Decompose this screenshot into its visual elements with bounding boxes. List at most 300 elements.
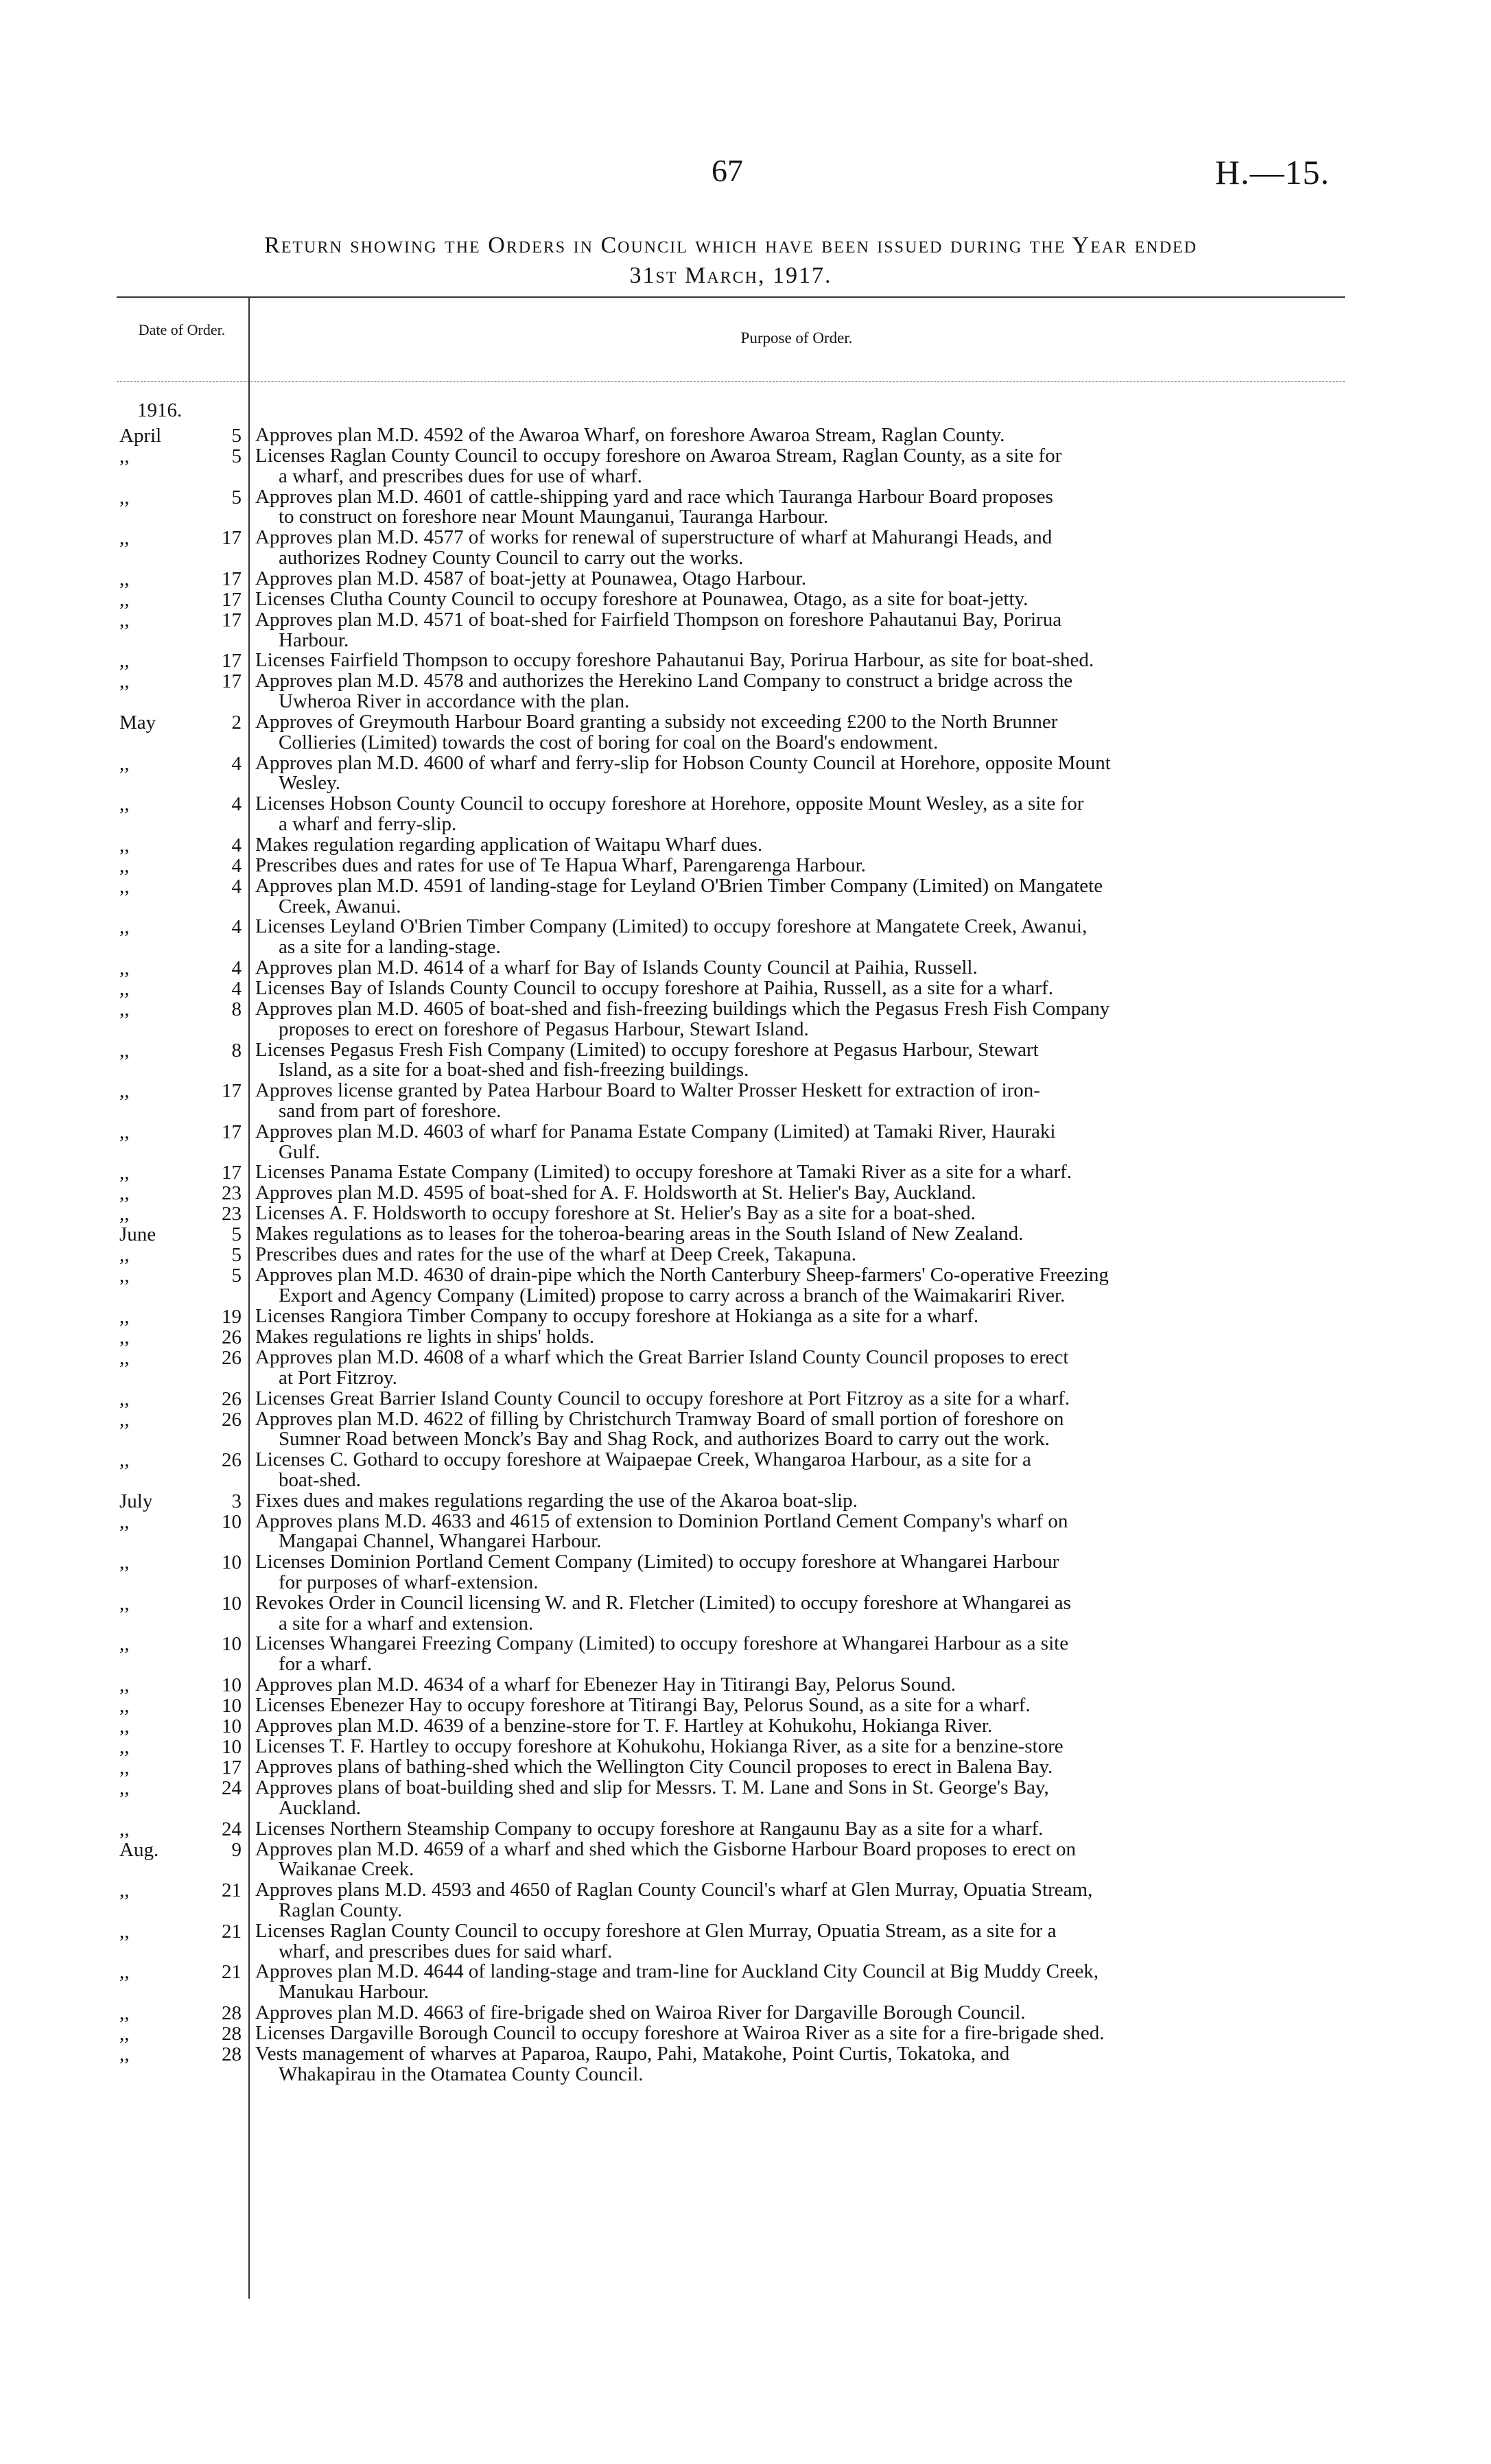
order-date bbox=[117, 1757, 248, 1778]
purpose-text: Licenses Hobson County Council to occupy foreshore at Horehore, opposite Mount Wesley, as a site for bbox=[255, 793, 1084, 815]
order-day: 10 bbox=[222, 1715, 242, 1738]
order-purpose bbox=[248, 1204, 1345, 1224]
order-day: 21 bbox=[222, 1920, 242, 1943]
table-row bbox=[117, 1183, 1345, 1204]
purpose-continuation: a wharf, and prescribes dues for use of wharf. bbox=[279, 465, 642, 487]
purpose-continuation: a wharf and ferry-slip. bbox=[279, 812, 457, 835]
order-date bbox=[117, 671, 248, 692]
order-day: 28 bbox=[222, 2023, 242, 2045]
order-date bbox=[117, 1450, 248, 1470]
table-row bbox=[117, 425, 1345, 446]
order-month: ,, bbox=[119, 1449, 130, 1472]
table-row bbox=[117, 446, 1345, 487]
purpose-continuation: Creek, Awanui. bbox=[279, 895, 401, 917]
order-date bbox=[117, 2044, 248, 2065]
table-row bbox=[117, 2044, 1345, 2085]
table-row bbox=[117, 1409, 1345, 1451]
order-month: ,, bbox=[119, 1387, 130, 1410]
purpose-text: Licenses Bay of Islands County Council to occupy foreshore at Paihia, Russell, as a site for a wharf. bbox=[255, 976, 1053, 999]
order-purpose bbox=[248, 1819, 1345, 1840]
purpose-continuation: Sumner Road between Monck's Bay and Shag Rock, and authorizes Board to carry out the work. bbox=[279, 1428, 1050, 1451]
order-purpose bbox=[248, 1778, 1345, 1819]
purpose-text: Fixes dues and makes regulations regarding the use of the Akaroa boat-slip. bbox=[255, 1489, 858, 1512]
order-date bbox=[117, 1962, 248, 1982]
table-row bbox=[117, 569, 1345, 589]
order-purpose bbox=[248, 589, 1345, 610]
table-row bbox=[117, 753, 1345, 795]
purpose-text: Approves license granted by Patea Harbour Board to Walter Prosser Heskett for extraction of iron- bbox=[255, 1079, 1040, 1102]
order-purpose bbox=[248, 1962, 1345, 2003]
order-month: ,, bbox=[119, 1592, 130, 1615]
order-date bbox=[117, 1552, 248, 1573]
order-purpose bbox=[248, 1409, 1345, 1451]
purpose-text: Approves plan M.D. 4663 of fire-brigade shed on Wairoa River for Dargaville Borough Council. bbox=[255, 2002, 1026, 2024]
order-date bbox=[117, 835, 248, 856]
order-month: ,, bbox=[119, 793, 130, 816]
order-purpose bbox=[248, 1880, 1345, 1921]
order-date bbox=[117, 425, 248, 446]
purpose-continuation: for a wharf. bbox=[279, 1653, 373, 1676]
order-month: ,, bbox=[119, 854, 130, 877]
order-purpose bbox=[248, 978, 1345, 999]
purpose-text: Approves plan M.D. 4601 of cattle-shipping yard and race which Tauranga Harbour Board proposes bbox=[255, 485, 1053, 508]
purpose-text: Approves plan M.D. 4630 of drain-pipe which the North Canterbury Sheep-farmers' Co-operative Freezing bbox=[255, 1264, 1109, 1287]
order-date bbox=[117, 1389, 248, 1409]
order-day: 4 bbox=[231, 834, 242, 856]
order-day: 5 bbox=[231, 1244, 242, 1267]
table-row bbox=[117, 1552, 1345, 1593]
table-row bbox=[117, 1491, 1345, 1512]
purpose-text: Prescribes dues and rates for use of Te Hapua Wharf, Parengarenga Harbour. bbox=[255, 854, 866, 876]
purpose-text: Licenses A. F. Holdsworth to occupy foreshore at St. Helier's Bay as a site for a boat-shed. bbox=[255, 1202, 976, 1225]
order-date bbox=[117, 569, 248, 589]
order-day: 3 bbox=[231, 1490, 242, 1512]
purpose-text: Licenses Leyland O'Brien Timber Company (Limited) to occupy foreshore at Mangatete Creek, Awanui, bbox=[255, 915, 1088, 938]
order-month: June bbox=[119, 1223, 156, 1246]
order-month: ,, bbox=[119, 527, 130, 550]
purpose-text: Approves plan M.D. 4614 of a wharf for Bay of Islands County Council at Paihia, Russell. bbox=[255, 956, 978, 978]
table-row bbox=[117, 650, 1345, 671]
purpose-continuation: sand from part of foreshore. bbox=[279, 1099, 502, 1122]
purpose-text: Approves of Greymouth Harbour Board granting a subsidy not exceeding £200 to the North Brunner bbox=[255, 710, 1058, 733]
table-row bbox=[117, 1675, 1345, 1696]
order-date bbox=[117, 712, 248, 733]
purpose-text: Licenses Raglan County Council to occupy foreshore on Awaroa Stream, Raglan County, as a site for bbox=[255, 445, 1062, 467]
table-row bbox=[117, 671, 1345, 712]
order-day: 5 bbox=[231, 445, 242, 467]
purpose-text: Approves plan M.D. 4591 of landing-stage for Leyland O'Brien Timber Company (Limited) on Mangatete bbox=[255, 874, 1103, 897]
order-day: 17 bbox=[222, 567, 242, 590]
order-purpose bbox=[248, 425, 1345, 446]
purpose-text: Approves plan M.D. 4608 of a wharf which the Great Barrier Island County Council proposes to erect bbox=[255, 1346, 1069, 1368]
order-month: ,, bbox=[119, 1326, 130, 1348]
purpose-text: Approves plan M.D. 4592 of the Awaroa Wharf, on foreshore Awaroa Stream, Raglan County. bbox=[255, 424, 1005, 446]
order-date bbox=[117, 794, 248, 814]
purpose-text: Approves plan M.D. 4644 of landing-stage and tram-line for Auckland City Council at Big Muddy Creek, bbox=[255, 1960, 1099, 1983]
order-purpose bbox=[248, 2044, 1345, 2085]
table-row bbox=[117, 1880, 1345, 1921]
order-date bbox=[117, 753, 248, 774]
purpose-text: Licenses Northern Steamship Company to occupy foreshore at Rangaunu Bay as a site for a wharf. bbox=[255, 1817, 1044, 1840]
order-purpose bbox=[248, 1162, 1345, 1183]
column-header-purpose: Purpose of Order. bbox=[740, 329, 853, 347]
purpose-continuation: as a site for a landing-stage. bbox=[279, 936, 501, 959]
purpose-text: Licenses Clutha County Council to occupy foreshore at Pounawea, Otago, as a site for boat-jetty. bbox=[255, 587, 1029, 610]
purpose-continuation: Wesley. bbox=[279, 772, 341, 795]
sheet-reference: H.—15. bbox=[1214, 153, 1330, 191]
order-day: 26 bbox=[222, 1387, 242, 1410]
order-date bbox=[117, 1593, 248, 1614]
table-row bbox=[117, 1840, 1345, 1881]
purpose-text: Licenses Great Barrier Island County Council to occupy foreshore at Port Fitzroy as a site for a wharf. bbox=[255, 1387, 1070, 1409]
purpose-text: Approves plan M.D. 4622 of filling by Christchurch Tramway Board of small portion of foreshore on bbox=[255, 1407, 1064, 1430]
order-date bbox=[117, 1081, 248, 1101]
order-month: May bbox=[119, 711, 156, 734]
order-date bbox=[117, 1512, 248, 1532]
order-purpose bbox=[248, 958, 1345, 978]
order-purpose bbox=[248, 1183, 1345, 1204]
order-purpose bbox=[248, 1737, 1345, 1757]
purpose-text: Licenses Rangiora Timber Company to occupy foreshore at Hokianga as a site for a wharf. bbox=[255, 1304, 979, 1327]
table-row bbox=[117, 876, 1345, 917]
table-row bbox=[117, 1757, 1345, 1778]
order-purpose bbox=[248, 1327, 1345, 1348]
order-purpose bbox=[248, 2003, 1345, 2023]
order-month: ,, bbox=[119, 875, 130, 897]
order-month: ,, bbox=[119, 1346, 130, 1369]
order-purpose bbox=[248, 1224, 1345, 1245]
table-row bbox=[117, 1389, 1345, 1409]
order-day: 10 bbox=[222, 1736, 242, 1759]
order-date bbox=[117, 1840, 248, 1860]
order-month: April bbox=[119, 425, 162, 447]
purpose-text: Licenses Pegasus Fresh Fish Company (Limited) to occupy foreshore at Pegasus Harbour, Stewart bbox=[255, 1038, 1039, 1061]
purpose-continuation: wharf, and prescribes dues for said wharf. bbox=[279, 1940, 613, 1962]
order-purpose bbox=[248, 1696, 1345, 1716]
purpose-continuation: Auckland. bbox=[279, 1796, 361, 1819]
order-day: 26 bbox=[222, 1449, 242, 1472]
order-purpose bbox=[248, 610, 1345, 651]
order-month: ,, bbox=[119, 1715, 130, 1738]
purpose-continuation: at Port Fitzroy. bbox=[279, 1366, 397, 1389]
order-month: ,, bbox=[119, 752, 130, 775]
order-month: ,, bbox=[119, 650, 130, 672]
order-month: ,, bbox=[119, 1510, 130, 1533]
order-day: 4 bbox=[231, 875, 242, 897]
order-day: 8 bbox=[231, 1039, 242, 1061]
purpose-continuation: Manukau Harbour. bbox=[279, 1981, 430, 2004]
order-day: 4 bbox=[231, 752, 242, 775]
order-purpose bbox=[248, 1245, 1345, 1265]
order-purpose bbox=[248, 794, 1345, 835]
table-row bbox=[117, 978, 1345, 999]
order-purpose bbox=[248, 1552, 1345, 1593]
order-day: 4 bbox=[231, 977, 242, 1000]
table-row bbox=[117, 1327, 1345, 1348]
order-date bbox=[117, 1696, 248, 1716]
purpose-text: Approves plans M.D. 4593 and 4650 of Raglan County Council's wharf at Glen Murray, Opuatia Stream, bbox=[255, 1879, 1093, 1901]
order-date bbox=[117, 446, 248, 467]
table-row bbox=[117, 1348, 1345, 1389]
order-purpose bbox=[248, 1265, 1345, 1306]
order-day: 17 bbox=[222, 609, 242, 631]
order-month: ,, bbox=[119, 916, 130, 939]
order-date bbox=[117, 876, 248, 897]
order-day: 10 bbox=[222, 1674, 242, 1697]
order-purpose bbox=[248, 1634, 1345, 1675]
table-row bbox=[117, 856, 1345, 876]
order-date bbox=[117, 1716, 248, 1737]
table-row bbox=[117, 1737, 1345, 1757]
order-date bbox=[117, 2023, 248, 2044]
table-row bbox=[117, 528, 1345, 569]
purpose-continuation: a site for a wharf and extension. bbox=[279, 1612, 534, 1634]
order-purpose bbox=[248, 1306, 1345, 1327]
table-row bbox=[117, 835, 1345, 856]
order-day: 5 bbox=[231, 425, 242, 447]
order-purpose bbox=[248, 1675, 1345, 1696]
order-day: 10 bbox=[222, 1551, 242, 1574]
order-purpose bbox=[248, 2023, 1345, 2044]
purpose-continuation: Waikanae Creek. bbox=[279, 1858, 414, 1881]
table-top-rule bbox=[117, 296, 1345, 298]
order-day: 4 bbox=[231, 854, 242, 877]
order-day: 2 bbox=[231, 711, 242, 734]
order-date bbox=[117, 650, 248, 671]
order-date bbox=[117, 1122, 248, 1142]
order-month: ,, bbox=[119, 486, 130, 508]
purpose-text: Licenses Panama Estate Company (Limited) to occupy foreshore at Tamaki River as a site for a wharf. bbox=[255, 1161, 1072, 1184]
order-day: 24 bbox=[222, 1818, 242, 1840]
purpose-text: Approves plans of bathing-shed which the Wellington City Council proposes to erect in Balena Bay. bbox=[255, 1756, 1053, 1779]
order-purpose bbox=[248, 528, 1345, 569]
purpose-text: Approves plan M.D. 4659 of a wharf and shed which the Gisborne Harbour Board proposes to erect on bbox=[255, 1838, 1076, 1860]
table-row bbox=[117, 2003, 1345, 2023]
purpose-text: Approves plan M.D. 4578 and authorizes the Herekino Land Company to construct a bridge across the bbox=[255, 670, 1073, 692]
order-purpose bbox=[248, 1921, 1345, 1962]
purpose-continuation: authorizes Rodney County Council to carry out the works. bbox=[279, 546, 744, 569]
order-purpose bbox=[248, 1840, 1345, 1881]
order-month: ,, bbox=[119, 957, 130, 979]
table-row bbox=[117, 2023, 1345, 2044]
purpose-continuation: boat-shed. bbox=[279, 1468, 361, 1491]
order-day: 9 bbox=[231, 1838, 242, 1861]
page-title bbox=[117, 231, 1345, 291]
table-row bbox=[117, 1921, 1345, 1962]
order-purpose bbox=[248, 876, 1345, 917]
order-purpose bbox=[248, 917, 1345, 958]
order-month: ,, bbox=[119, 1203, 130, 1225]
purpose-continuation: Export and Agency Company (Limited) propose to carry across a branch of the Waimakariri River. bbox=[279, 1284, 1066, 1307]
table-row bbox=[117, 1162, 1345, 1183]
order-day: 23 bbox=[222, 1182, 242, 1205]
order-day: 5 bbox=[231, 486, 242, 508]
order-month: ,, bbox=[119, 670, 130, 693]
order-day: 17 bbox=[222, 1757, 242, 1779]
purpose-text: Approves plan M.D. 4605 of boat-shed and fish-freezing buildings which the Pegasus Fresh Fish Company bbox=[255, 997, 1110, 1020]
table-row bbox=[117, 999, 1345, 1040]
order-month: ,, bbox=[119, 1551, 130, 1574]
order-date bbox=[117, 1634, 248, 1654]
order-day: 4 bbox=[231, 957, 242, 979]
purpose-continuation: proposes to erect on foreshore of Pegasus Harbour, Stewart Island. bbox=[279, 1018, 809, 1040]
order-date bbox=[117, 2003, 248, 2023]
order-month: ,, bbox=[119, 1736, 130, 1759]
order-date bbox=[117, 1204, 248, 1224]
table-row bbox=[117, 1512, 1345, 1553]
order-day: 26 bbox=[222, 1408, 242, 1431]
table-row bbox=[117, 712, 1345, 753]
order-month: ,, bbox=[119, 1244, 130, 1267]
order-purpose bbox=[248, 1593, 1345, 1634]
order-month: ,, bbox=[119, 1920, 130, 1943]
table-row bbox=[117, 1962, 1345, 2003]
page-number: 67 bbox=[712, 153, 743, 188]
order-month: ,, bbox=[119, 1182, 130, 1205]
purpose-text: Vests management of wharves at Paparoa, Raupo, Pahi, Matakohe, Point Curtis, Tokatoka, and bbox=[255, 2043, 1010, 2065]
purpose-text: Approves plan M.D. 4571 of boat-shed for Fairfield Thompson on foreshore Pahautanui Bay, Porirua bbox=[255, 608, 1062, 631]
purpose-text: Revokes Order in Council licensing W. and R. Fletcher (Limited) to occupy foreshore at Whangarei as bbox=[255, 1591, 1071, 1614]
purpose-text: Licenses T. F. Hartley to occupy foreshore at Kohukohu, Hokianga River, as a site for a benzine-store bbox=[255, 1735, 1064, 1758]
table-row bbox=[117, 487, 1345, 528]
order-month: ,, bbox=[119, 1039, 130, 1061]
order-day: 10 bbox=[222, 1695, 242, 1717]
order-date bbox=[117, 1921, 248, 1942]
order-day: 5 bbox=[231, 1265, 242, 1287]
purpose-text: Approves plan M.D. 4595 of boat-shed for A. F. Holdsworth at St. Helier's Bay, Auckland. bbox=[255, 1182, 976, 1204]
order-day: 19 bbox=[222, 1305, 242, 1328]
order-purpose bbox=[248, 671, 1345, 712]
purpose-text: Approves plan M.D. 4639 of a benzine-store for T. F. Hartley at Kohukohu, Hokianga River. bbox=[255, 1715, 993, 1737]
table-row bbox=[117, 1122, 1345, 1163]
order-day: 26 bbox=[222, 1346, 242, 1369]
order-date bbox=[117, 1224, 248, 1245]
order-purpose bbox=[248, 1122, 1345, 1163]
order-date bbox=[117, 1491, 248, 1512]
table-row bbox=[117, 610, 1345, 651]
order-purpose bbox=[248, 1040, 1345, 1081]
order-date bbox=[117, 1778, 248, 1798]
order-date bbox=[117, 1183, 248, 1204]
purpose-text: Approves plan M.D. 4577 of works for renewal of superstructure of wharf at Mahurangi Heads, and bbox=[255, 526, 1053, 549]
order-day: 8 bbox=[231, 998, 242, 1020]
table-row bbox=[117, 917, 1345, 958]
purpose-text: Approves plan M.D. 4600 of wharf and ferry-slip for Hobson County Council at Horehore, opposite Mount bbox=[255, 751, 1111, 774]
order-month: ,, bbox=[119, 609, 130, 631]
order-date bbox=[117, 978, 248, 999]
purpose-text: Approves plan M.D. 4603 of wharf for Panama Estate Company (Limited) at Tamaki River, Hauraki bbox=[255, 1120, 1056, 1142]
order-date bbox=[117, 487, 248, 508]
order-day: 24 bbox=[222, 1777, 242, 1800]
order-month: ,, bbox=[119, 977, 130, 1000]
order-purpose bbox=[248, 569, 1345, 589]
order-purpose bbox=[248, 1512, 1345, 1553]
title-line-2: 31st March, 1917. bbox=[629, 263, 832, 288]
order-month: ,, bbox=[119, 588, 130, 611]
table-row bbox=[117, 1224, 1345, 1245]
purpose-text: Licenses Dominion Portland Cement Company (Limited) to occupy foreshore at Whangarei Harbour bbox=[255, 1551, 1059, 1573]
order-date bbox=[117, 1737, 248, 1757]
purpose-continuation: to construct on foreshore near Mount Maunganui, Tauranga Harbour. bbox=[279, 506, 829, 528]
order-purpose bbox=[248, 650, 1345, 671]
purpose-text: Licenses Dargaville Borough Council to occupy foreshore at Wairoa River as a site for a fire-brigade shed. bbox=[255, 2022, 1105, 2045]
table-row bbox=[117, 1716, 1345, 1737]
table-row bbox=[117, 1306, 1345, 1327]
order-purpose bbox=[248, 1450, 1345, 1491]
order-purpose bbox=[248, 1716, 1345, 1737]
table-row bbox=[117, 1204, 1345, 1224]
table-row bbox=[117, 1696, 1345, 1716]
order-purpose bbox=[248, 753, 1345, 795]
order-date bbox=[117, 1245, 248, 1265]
purpose-continuation: Raglan County. bbox=[279, 1899, 403, 1922]
order-purpose bbox=[248, 856, 1345, 876]
purpose-text: Makes regulation regarding application of Waitapu Wharf dues. bbox=[255, 833, 763, 856]
order-day: 17 bbox=[222, 1080, 242, 1103]
order-day: 21 bbox=[222, 1961, 242, 1984]
order-day: 28 bbox=[222, 2043, 242, 2066]
order-purpose bbox=[248, 1491, 1345, 1512]
purpose-text: Licenses Whangarei Freezing Company (Limited) to occupy foreshore at Whangarei Harbour as a site bbox=[255, 1632, 1069, 1655]
purpose-text: Prescribes dues and rates for the use of the wharf at Deep Creek, Takapuna. bbox=[255, 1243, 856, 1266]
purpose-text: Approves plans of boat-building shed and slip for Messrs. T. M. Lane and Sons in St. George's Bay, bbox=[255, 1776, 1049, 1799]
order-date bbox=[117, 1819, 248, 1840]
column-header-date: Date of Order. bbox=[138, 321, 226, 338]
order-date bbox=[117, 528, 248, 548]
purpose-continuation: Gulf. bbox=[279, 1140, 320, 1163]
order-date bbox=[117, 1348, 248, 1368]
order-day: 10 bbox=[222, 1633, 242, 1656]
purpose-continuation: Mangapai Channel, Whangarei Harbour. bbox=[279, 1530, 602, 1553]
order-month: ,, bbox=[119, 2023, 130, 2045]
order-date bbox=[117, 1265, 248, 1286]
order-month: ,, bbox=[119, 1879, 130, 1902]
order-purpose bbox=[248, 487, 1345, 528]
table-row bbox=[117, 1634, 1345, 1675]
order-month: ,, bbox=[119, 1080, 130, 1103]
purpose-text: Makes regulations re lights in ships' holds. bbox=[255, 1325, 595, 1348]
order-month: ,, bbox=[119, 998, 130, 1020]
purpose-text: Approves plans M.D. 4633 and 4615 of extension to Dominion Portland Cement Company's wharf on bbox=[255, 1510, 1068, 1532]
table-row bbox=[117, 958, 1345, 978]
order-day: 17 bbox=[222, 650, 242, 672]
order-month: ,, bbox=[119, 834, 130, 856]
purpose-text: Approves plan M.D. 4634 of a wharf for Ebenezer Hay in Titirangi Bay, Pelorus Sound. bbox=[255, 1674, 956, 1696]
order-month: ,, bbox=[119, 1777, 130, 1800]
table-row bbox=[117, 589, 1345, 610]
purpose-text: Licenses Raglan County Council to occupy foreshore at Glen Murray, Opuatia Stream, as a site for a bbox=[255, 1919, 1057, 1942]
order-day: 4 bbox=[231, 916, 242, 939]
order-day: 4 bbox=[231, 793, 242, 816]
order-month: ,, bbox=[119, 1305, 130, 1328]
order-month: ,, bbox=[119, 1757, 130, 1779]
order-month: ,, bbox=[119, 1162, 130, 1184]
order-month: ,, bbox=[119, 1961, 130, 1984]
order-month: ,, bbox=[119, 1120, 130, 1143]
table-row bbox=[117, 1593, 1345, 1634]
order-purpose bbox=[248, 835, 1345, 856]
order-purpose bbox=[248, 1348, 1345, 1389]
order-purpose bbox=[248, 1757, 1345, 1778]
order-month: ,, bbox=[119, 2043, 130, 2066]
title-line-1: Return showing the Orders in Council which have been issued during the Year ended bbox=[264, 233, 1197, 258]
order-date bbox=[117, 1162, 248, 1183]
order-date bbox=[117, 1327, 248, 1348]
order-month: Aug. bbox=[119, 1838, 159, 1861]
table-row bbox=[117, 794, 1345, 835]
order-day: 17 bbox=[222, 1162, 242, 1184]
table-row bbox=[117, 1081, 1345, 1122]
